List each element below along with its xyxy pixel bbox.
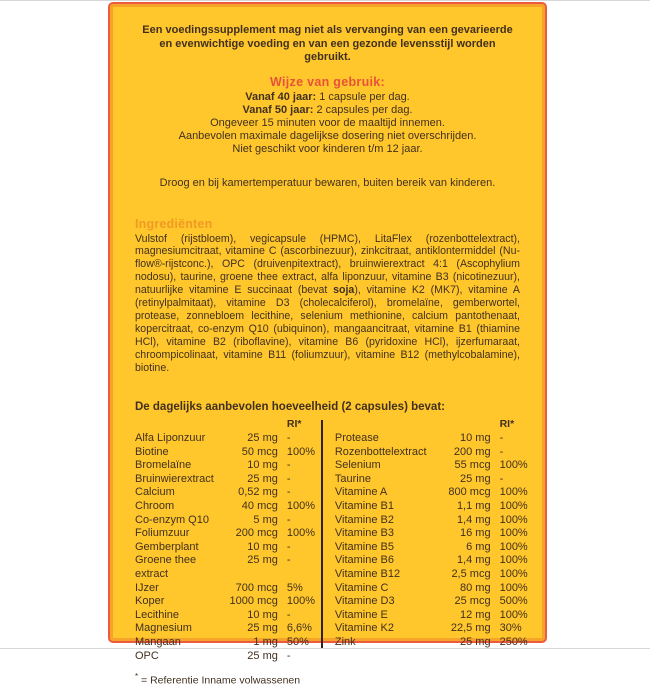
nutrient-amount: 1 mg	[253, 635, 278, 648]
table-row	[335, 527, 527, 541]
nutrient-name: Vitamine C	[334, 581, 389, 594]
table-row	[335, 568, 527, 582]
nutrient-table-right	[335, 418, 527, 663]
nutrient-ri: 100%	[286, 527, 315, 540]
nutrient-ri: 100%	[499, 581, 528, 594]
nutrient-amount: 25 mcg	[454, 595, 491, 608]
nutrient-ri: 50%	[286, 635, 309, 648]
nutrient-amount: 1000 mcg	[229, 595, 278, 608]
nutrient-name: Zink	[334, 635, 356, 648]
nutrient-ri: -	[286, 513, 291, 526]
table-row	[135, 446, 314, 460]
table-row	[135, 582, 314, 596]
nutrient-name: Groene thee extract	[135, 554, 197, 581]
ri-header-left: RI*	[286, 418, 302, 431]
ingredients-text	[135, 233, 520, 375]
table-row	[335, 582, 527, 596]
table-row	[335, 541, 527, 555]
nutrient-name: Vitamine B1	[334, 500, 394, 513]
nutrient-ri: 100%	[286, 445, 315, 458]
nutrient-ri: -	[286, 459, 291, 472]
table-row	[135, 459, 314, 473]
nutrient-name: Bromelaïne	[135, 459, 192, 472]
usage-line-text: Aanbevolen maximale dagelijkse dosering niet overschrijden.	[178, 130, 477, 143]
table-row	[135, 527, 314, 541]
table-row	[335, 622, 527, 636]
nutrient-name: Selenium	[334, 459, 381, 472]
nutrient-name: Taurine	[334, 472, 371, 485]
nutrient-amount: 22,5 mg	[450, 622, 491, 635]
nutrient-amount: 80 mg	[460, 581, 491, 594]
nutrient-name: Koper	[135, 595, 165, 608]
storage-note: Droog en bij kamertemperatuur bewaren, buiten bereik van kinderen.	[159, 176, 496, 189]
nutrient-amount: 6 mg	[466, 540, 491, 553]
nutrient-amount: 25 mg	[247, 432, 278, 445]
nutrient-ri: 100%	[286, 500, 315, 513]
nutrient-name: Vitamine B3	[334, 527, 394, 540]
nutrient-amount: 25 mg	[460, 472, 491, 485]
nutrient-amount: 10 mg	[247, 608, 278, 621]
table-row	[135, 636, 314, 650]
nutrient-table	[135, 418, 528, 663]
table-header-row	[335, 418, 527, 432]
nutrient-amount: 1,4 mg	[456, 513, 491, 526]
nutrient-name: Protease	[334, 432, 379, 445]
nutrient-ri: 100%	[499, 513, 528, 526]
table-row	[135, 473, 314, 487]
usage-line	[135, 130, 520, 143]
nutrient-name: Vitamine B2	[334, 513, 394, 526]
ri-header-right: RI*	[499, 418, 515, 431]
nutrient-ri: 500%	[499, 595, 528, 608]
nutrient-ri: 30%	[499, 622, 522, 635]
nutrient-ri: 100%	[499, 608, 528, 621]
nutrient-ri: -	[286, 472, 291, 485]
nutrient-ri: 5%	[286, 581, 303, 594]
table-row	[135, 650, 314, 664]
nutrient-amount: 200 mcg	[235, 527, 278, 540]
table-row	[135, 609, 314, 623]
ingredients-part2: ), vitamine K2 (MK7), vitamine A (retinylpalmitaat), vitamine D3 (cholecalciferol), bromelaïne, gemberwortel, protease, zonnebloem lecithine, selenium methionine, calcium pantothenaat, kopercitraat, co-enzym Q10 (ubiquinon), mangaancitraat, vitamine B1 (thiamine HCl), vitamine B2 (riboflavine), vitamine B6 (pyridoxine HCl), ijzerfumaraat, chroompicolinaat, vitamine B11 (foliumzuur), vitamine B12 (methylcobalamine), biotine.	[135, 284, 520, 374]
nutrient-ri: 100%	[499, 568, 528, 581]
nutrient-amount: 1,1 mg	[456, 500, 491, 513]
nutrient-name: Vitamine D3	[334, 595, 395, 608]
nutrient-name: Bruinwierextract	[135, 472, 214, 485]
table-row	[135, 541, 314, 555]
nutrient-amount: 2,5 mcg	[451, 568, 491, 581]
nutrient-name: OPC	[135, 649, 159, 662]
table-row	[335, 432, 527, 446]
nutrient-ri: 100%	[286, 595, 315, 608]
table-divider	[321, 420, 323, 648]
nutrient-name: Rozenbottelextract	[334, 445, 427, 458]
nutrient-ri: 100%	[499, 540, 528, 553]
supplement-label-panel	[108, 2, 547, 687]
usage-line-text: Niet geschikt voor kinderen t/m 12 jaar.	[232, 143, 423, 156]
nutrient-amount: 200 mg	[453, 445, 491, 458]
nutrient-ri: 100%	[499, 459, 528, 472]
table-row	[135, 554, 314, 581]
nutrient-ri: -	[286, 486, 291, 499]
table-row	[335, 486, 527, 500]
nutrient-ri: 100%	[499, 486, 528, 499]
nutrient-ri: 100%	[499, 527, 528, 540]
nutrient-amount: 1,4 mg	[456, 554, 491, 567]
nutrient-amount: 55 mcg	[454, 459, 491, 472]
nutrient-amount: 0,52 mg	[238, 486, 278, 499]
nutrient-ri: -	[286, 554, 291, 567]
footnote-text: = Referentie Inname volwassenen	[141, 674, 301, 687]
nutrient-amount: 25 mg	[247, 472, 278, 485]
usage-line-text: 1 capsule per dag.	[316, 90, 410, 103]
nutrient-ri: 100%	[499, 500, 528, 513]
nutrient-table-left	[135, 418, 314, 663]
nutrient-amount: 800 mcg	[448, 486, 491, 499]
usage-heading: Wijze van gebruik:	[269, 74, 386, 89]
nutrient-name: Alfa Liponzuur	[135, 432, 206, 445]
usage-line	[135, 117, 520, 130]
footnote-asterisk: *	[135, 672, 139, 682]
usage-line	[135, 104, 520, 117]
table-header-row	[135, 418, 314, 432]
nutrient-name: Vitamine B6	[334, 554, 394, 567]
nutrient-name: Vitamine B5	[334, 540, 394, 553]
disclaimer-text: Een voedingssupplement mag niet als vervanging van een gevarieerde en evenwichtige voeding en van een gezonde levensstijl worden gebruikt.	[142, 24, 513, 63]
nutrient-ri: 250%	[499, 635, 528, 648]
usage-line-text: 2 capsules per dag.	[313, 103, 413, 116]
table-row	[335, 473, 527, 487]
ingredients-soja-bold: soja	[333, 284, 355, 297]
nutrient-ri: 100%	[499, 554, 528, 567]
nutrient-amount: 12 mg	[460, 608, 491, 621]
nutrient-amount: 25 mg	[460, 635, 491, 648]
nutrient-ri: -	[286, 432, 291, 445]
usage-line-text: Ongeveer 15 minuten voor de maaltijd innemen.	[210, 116, 445, 129]
nutrient-name: Co-enzym Q10	[135, 513, 209, 526]
usage-line-lead: Vanaf 50 jaar:	[242, 103, 314, 116]
nutrient-amount: 5 mg	[253, 513, 278, 526]
nutrient-amount: 50 mcg	[241, 445, 278, 458]
table-row	[135, 486, 314, 500]
table-row	[135, 622, 314, 636]
daily-amount-heading: De dagelijks aanbevolen hoeveelheid (2 capsules) bevat:	[135, 401, 445, 414]
nutrient-amount: 40 mcg	[241, 500, 278, 513]
top-hairline	[0, 0, 650, 1]
ingredients-part1: Vulstof (rijstbloem), vegicapsule (HPMC), LitaFlex (rozenbottelextract), magnesiumcitraat, vitamine C (ascorbinezuur), zinkcitraat, antiklontermiddel (Nu-flow®-rijstconc.), OPC (druivenpitextract), bruinwierextract 4:1 (Ascophylium nodosu), taurine, groene thee extract, alfa liponzuur, vitamine B3 (nicotinezuur), natuurlijke vitamine E succinaat (bevat	[135, 232, 520, 297]
usage-line	[135, 91, 520, 104]
nutrient-amount: 25 mg	[247, 649, 278, 662]
table-row	[135, 514, 314, 528]
nutrient-amount: 10 mg	[460, 432, 491, 445]
nutrient-name: Vitamine K2	[334, 622, 394, 635]
usage-instructions	[135, 91, 520, 157]
table-row	[335, 446, 527, 460]
nutrient-ri: -	[286, 540, 291, 553]
table-row	[335, 554, 527, 568]
nutrient-amount: 16 mg	[460, 527, 491, 540]
table-row	[135, 500, 314, 514]
nutrient-amount: 25 mg	[247, 554, 278, 567]
table-row	[135, 432, 314, 446]
nutrient-name: Magnesium	[135, 622, 192, 635]
nutrient-name: Vitamine A	[334, 486, 388, 499]
nutrient-amount: 25 mg	[247, 622, 278, 635]
nutrient-name: Calcium	[135, 486, 175, 499]
usage-line-lead: Vanaf 40 jaar:	[245, 90, 317, 103]
nutrient-name: Foliumzuur	[135, 527, 190, 540]
nutrient-name: Gemberplant	[135, 540, 199, 553]
nutrient-ri: 6,6%	[286, 622, 312, 635]
nutrient-name: Biotine	[135, 445, 169, 458]
nutrient-name: Vitamine E	[334, 608, 388, 621]
nutrient-name: IJzer	[135, 581, 159, 594]
nutrient-name: Chroom	[135, 500, 175, 513]
nutrient-amount: 10 mg	[247, 540, 278, 553]
nutrient-ri: -	[286, 608, 291, 621]
table-row	[135, 595, 314, 609]
nutrient-name: Mangaan	[135, 635, 181, 648]
table-row	[335, 459, 527, 473]
ri-footnote	[135, 672, 520, 687]
table-row	[335, 514, 527, 528]
ingredients-heading: Ingrediënten	[135, 216, 213, 231]
table-row	[335, 636, 527, 650]
nutrient-name: Lecithine	[135, 608, 180, 621]
usage-line	[135, 143, 520, 156]
nutrient-amount: 10 mg	[247, 459, 278, 472]
nutrient-name: Vitamine B12	[334, 568, 401, 581]
table-row	[335, 609, 527, 623]
nutrient-ri: -	[286, 649, 291, 662]
table-row	[335, 595, 527, 609]
nutrient-ri: -	[499, 472, 504, 485]
nutrient-amount: 700 mcg	[235, 581, 278, 594]
nutrient-ri: -	[499, 432, 504, 445]
table-row	[335, 500, 527, 514]
nutrient-ri: -	[499, 445, 504, 458]
